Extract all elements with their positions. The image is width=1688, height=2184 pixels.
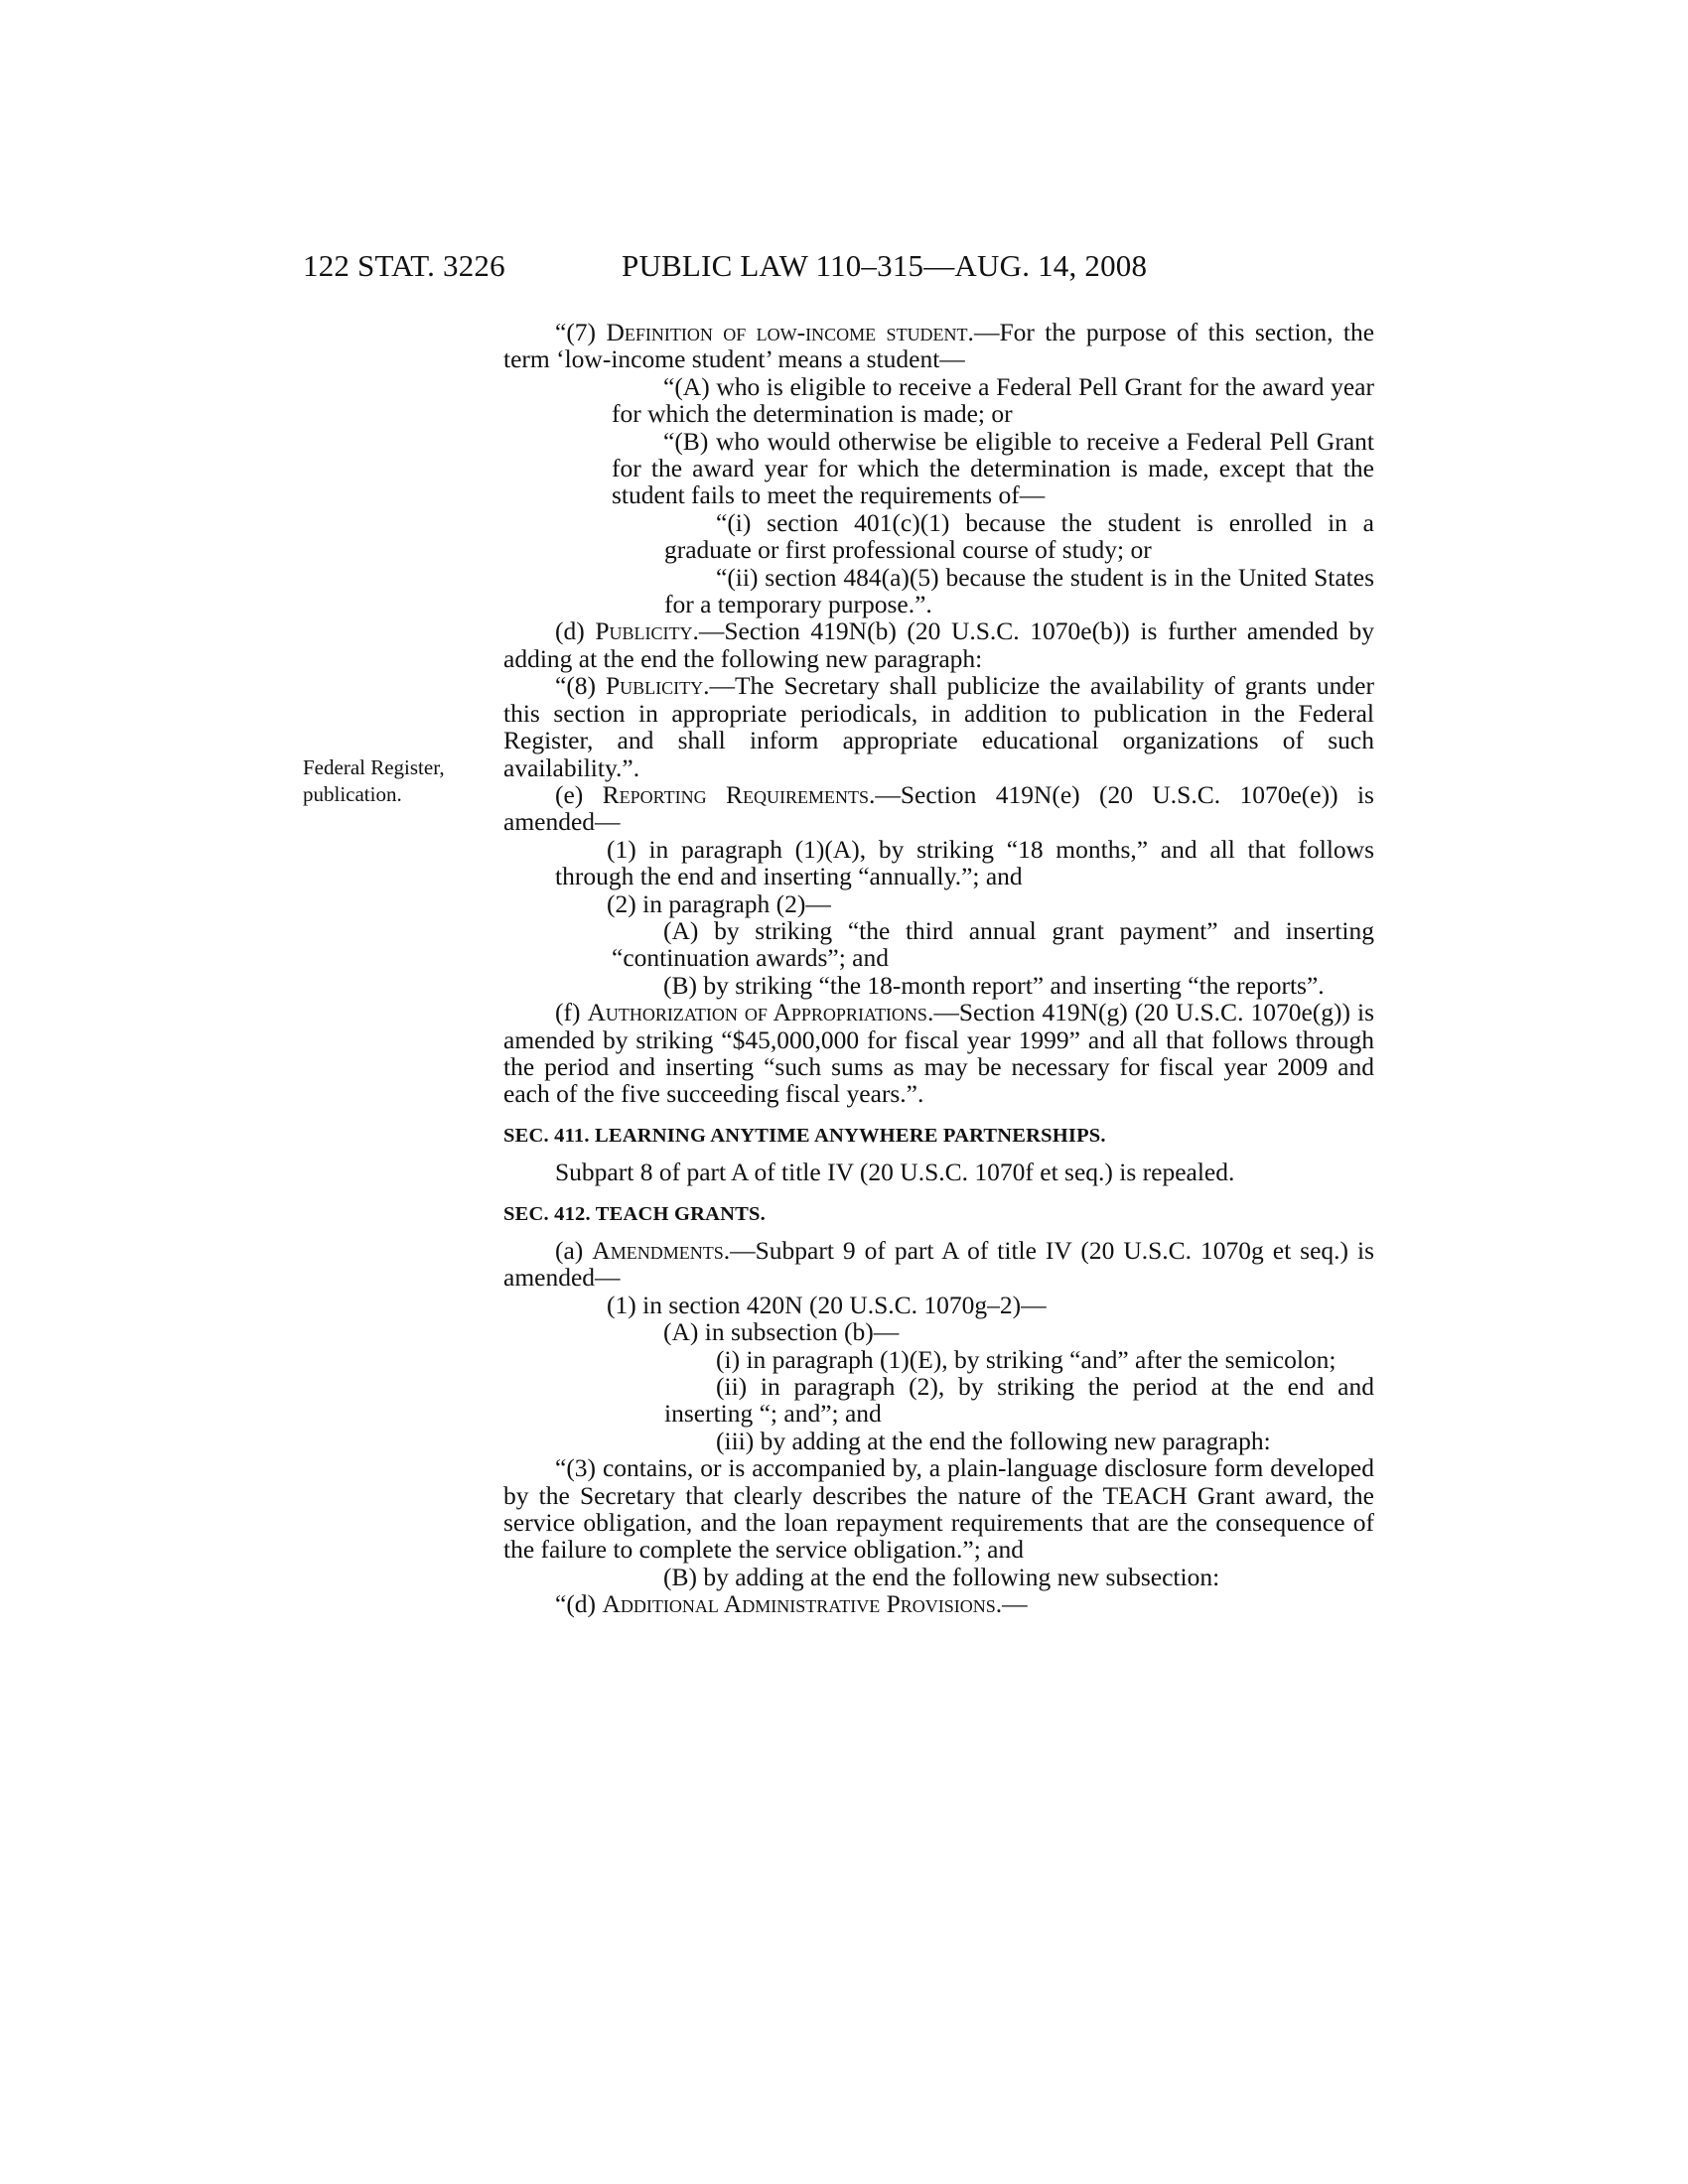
clause-iii-amendment: (iii) by adding at the end the following new paragraph:: [716, 1426, 1271, 1455]
paragraph-heading: Additional Administrative Provisions.: [602, 1589, 1003, 1619]
statute-page-number: 122 STAT. 3226: [303, 248, 505, 283]
item-1: (1) in paragraph (1)(A), by striking “18 months,” and all that follows through the end and inserting “annually.”; and: [555, 834, 1374, 891]
section-411-text: Subpart 8 of part A of title IV (20 U.S.C. 1070f et seq.) is repealed.: [555, 1158, 1235, 1187]
subsection-d-additional: “(d) Additional Administrative Provisions.—: [555, 1589, 1028, 1619]
paragraph-3-disclosure: “(3) contains, or is accompanied by, a plain-language disclosure form developed by the Secretary that clearly describes the nature of the TEACH Grant award, the service obligation, and the loan repayment requirements that are the consequence of the failure to complete the service obligation.”; and: [503, 1453, 1374, 1565]
paragraph-8-publicity: “(8) Publicity.—The Secretary shall publicize the availability of grants under this section in appropriate periodicals, in addition to publication in the Federal Register, and shall inform appropriate educational organizations of such availability.”.: [503, 671, 1374, 782]
subsection-a-amendments: (a) Amendments.—Subpart 9 of part A of title IV (20 U.S.C. 1070g et seq.) is amended—: [503, 1236, 1374, 1293]
paragraph-heading: Definition of low-income student.: [606, 318, 974, 346]
item-b-new-subsection: (B) by adding at the end the following new subsection:: [663, 1562, 1220, 1591]
subparagraph-b: “(B) who would otherwise be eligible to receive a Federal Pell Grant for the award year for which the determination is made, except that the student fails to meet the requirements of—: [612, 426, 1374, 510]
page-header-title: PUBLIC LAW 110–315—AUG. 14, 2008: [622, 248, 1148, 283]
margin-note: [303, 754, 445, 808]
paragraph-heading: Amendments.: [592, 1236, 731, 1265]
item-1-section-420n: (1) in section 420N (20 U.S.C. 1070g–2)—: [607, 1290, 1047, 1319]
paragraph-heading: Publicity.: [595, 616, 699, 646]
margin-note-line: publication.: [303, 782, 402, 806]
section-411-heading: SEC. 411. LEARNING ANYTIME ANYWHERE PARTNERSHIPS.: [503, 1124, 1106, 1147]
paragraph-heading: Reporting Requirements.: [602, 779, 876, 809]
clause-ii: “(ii) section 484(a)(5) because the student is in the United States for a temporary purpose.”.: [664, 562, 1374, 619]
section-412-heading: SEC. 412. TEACH GRANTS.: [503, 1202, 766, 1225]
paragraph-heading: Publicity.: [605, 671, 710, 701]
subsection-f-appropriations: (f) Authorization of Appropriations.—Section 419N(g) (20 U.S.C. 1070e(g)) is amended by striking “$45,000,000 for fiscal year 1999” and all that follows through the period and inserting “such sums as may be necessary for fiscal year 2009 and each of the five succeeding fiscal years.”.: [503, 998, 1374, 1109]
item-2-a: (A) by striking “the third annual grant payment” and inserting “continuation awards”; and: [612, 915, 1374, 973]
subparagraph-a: “(A) who is eligible to receive a Federal Pell Grant for the award year for which the determination is made; or: [612, 371, 1374, 429]
paragraph-heading: Authorization of Appropriations.: [587, 998, 934, 1027]
clause-ii-amendment: (ii) in paragraph (2), by striking the period at the end and inserting “; and”; and: [664, 1372, 1374, 1429]
item-a-subsection-b: (A) in subsection (b)—: [663, 1317, 900, 1347]
item-2: (2) in paragraph (2)—: [607, 888, 831, 918]
item-2-b: (B) by striking “the 18-month report” and inserting “the reports”.: [663, 970, 1325, 1000]
margin-note-line: Federal Register,: [303, 755, 445, 779]
clause-i-amendment: (i) in paragraph (1)(E), by striking “and” after the semicolon;: [716, 1344, 1336, 1374]
clause-i: “(i) section 401(c)(1) because the student is enrolled in a graduate or first professional course of study; or: [664, 507, 1374, 565]
subsection-e-reporting: (e) Reporting Requirements.—Section 419N(e) (20 U.S.C. 1070e(e)) is amended—: [503, 779, 1374, 837]
law-text-body: [503, 319, 1374, 1618]
subsection-d-publicity: (d) Publicity.—Section 419N(b) (20 U.S.C. 1070e(b)) is further amended by adding at the end the following new paragraph:: [503, 616, 1375, 673]
paragraph-7-definition: “(7) Definition of low-income student.—For the purpose of this section, the term ‘low-income student’ means a student—: [503, 318, 1375, 374]
